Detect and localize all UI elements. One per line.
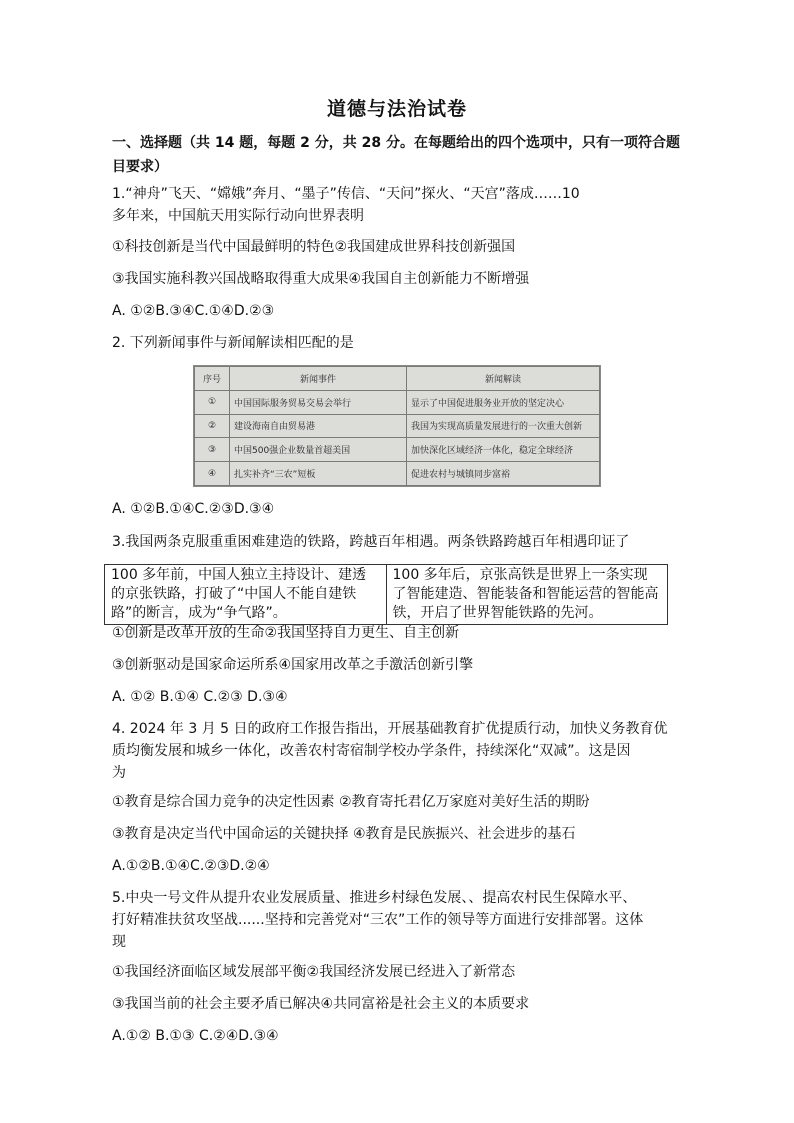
q5-stem-line-3: 现 bbox=[112, 934, 126, 950]
news-table-header bbox=[195, 367, 600, 391]
q2-stem: 2. 下列新闻事件与新闻解读相匹配的是 bbox=[112, 335, 354, 351]
news-cell-num: ③ bbox=[195, 438, 230, 462]
news-header-num: 序号 bbox=[195, 367, 230, 391]
q5-stem-line-1: 5.中央一号文件从提升农业发展质量、推进乡村绿色发展、、提高农村民生保障水平、 bbox=[112, 890, 637, 906]
section-heading: 一、选择题（共 14 题，每题 2 分，共 28 分。在每题给出的四个选项中，只有一项符合题目要求） bbox=[112, 135, 680, 175]
q1-statement-2: ③我国实施科教兴国战略取得重大成果④我国自主创新能力不断增强 bbox=[112, 271, 530, 287]
news-cell-num: ② bbox=[195, 414, 230, 438]
news-cell-event: 扎实补齐“三农”短板 bbox=[230, 462, 407, 486]
news-cell-event: 中国国际服务贸易交易会举行 bbox=[230, 390, 407, 414]
news-cell-reading: 我国为实现高质量发展进行的一次重大创新 bbox=[407, 414, 600, 438]
table-row bbox=[195, 462, 600, 486]
q4-stem-line-1: 4. 2024 年 3 月 5 日的政府工作报告指出，开展基础教育扩优提质行动，加快义务教育优 bbox=[112, 721, 668, 737]
q3-options: A. ①② B.①④ C.②③ D.③④ bbox=[112, 689, 288, 705]
news-cell-num: ④ bbox=[195, 462, 230, 486]
q4-stem-line-3: 为 bbox=[112, 765, 126, 781]
q3-stem: 3.我国两条克服重重困难建造的铁路，跨越百年相遇。两条铁路跨越百年相遇印证了 bbox=[112, 534, 630, 550]
news-cell-event: 建设海南自由贸易港 bbox=[230, 414, 407, 438]
news-table bbox=[194, 366, 600, 486]
q4-statement-1: ①教育是综合国力竞争的决定性因素 ②教育寄托君亿万家庭对美好生活的期盼 bbox=[112, 794, 590, 810]
news-cell-event: 中国500强企业数量首超美国 bbox=[230, 438, 407, 462]
table-row bbox=[195, 438, 600, 462]
q3-statement-1: ①创新是改革开放的生命②我国坚持自力更生、自主创新 bbox=[112, 625, 460, 641]
q5-stem-line-2: 打好精准扶贫攻坚战......坚持和完善党对“三农”工作的领导等方面进行安排部署。这体 bbox=[112, 912, 644, 928]
compare-cell-present: 100 多年后，京张高铁是世界上一条实现了智能建造、智能装备和智能运营的智能高铁，开启了世界智能铁路的先河。 bbox=[386, 565, 668, 625]
table-row bbox=[105, 565, 668, 625]
news-cell-num: ① bbox=[195, 390, 230, 414]
q2-options: A. ①②B.①④C.②③D.③④ bbox=[112, 501, 275, 517]
q1-stem-line-1: 1.“神舟”飞天、“嫦娥”奔月、“墨子”传信、“天问”探火、“天宫”落成……10 bbox=[112, 186, 580, 202]
q3-statement-2: ③创新驱动是国家命运所系④国家用改革之手激活创新引擎 bbox=[112, 657, 474, 673]
table-row bbox=[195, 390, 600, 414]
q4-statement-2: ③教育是决定当代中国命运的关键抉择 ④教育是民族振兴、社会进步的基石 bbox=[112, 826, 576, 842]
table-row bbox=[195, 414, 600, 438]
q1-stem-line-2: 多年来，中国航天用实际行动向世界表明 bbox=[112, 208, 364, 224]
compare-cell-past: 100 多年前，中国人独立主持设计、建透的京张铁路，打破了“中国人不能自建铁路”的断言，成为“争气路”。 bbox=[105, 565, 387, 625]
q5-statement-1: ①我国经济面临区域发展部平衡②我国经济发展已经进入了新常态 bbox=[112, 964, 516, 980]
railway-compare-table bbox=[104, 564, 668, 625]
news-header-event: 新闻事件 bbox=[230, 367, 407, 391]
news-header-reading: 新闻解读 bbox=[407, 367, 600, 391]
q4-stem-line-2: 质均衡发展和城乡一体化，改善农村寄宿制学校办学条件，持续深化“双减”。这是因 bbox=[112, 743, 631, 759]
page-title: 道德与法治试卷 bbox=[326, 98, 467, 120]
news-cell-reading: 加快深化区域经济一体化，稳定全球经济 bbox=[407, 438, 600, 462]
news-cell-reading: 促进农村与城镇同步富裕 bbox=[407, 462, 600, 486]
q5-options: A.①② B.①③ C.②④D.③④ bbox=[112, 1028, 279, 1044]
q1-options: A. ①②B.③④C.①④D.②③ bbox=[112, 303, 275, 319]
news-table-image bbox=[193, 365, 601, 487]
q5-statement-2: ③我国当前的社会主要矛盾已解决④共同富裕是社会主义的本质要求 bbox=[112, 996, 530, 1012]
news-cell-reading: 显示了中国促进服务业开放的坚定决心 bbox=[407, 390, 600, 414]
q1-statement-1: ①科技创新是当代中国最鲜明的特色②我国建成世界科技创新强国 bbox=[112, 239, 516, 255]
q4-options: A.①②B.①④C.②③D.②④ bbox=[112, 858, 270, 874]
